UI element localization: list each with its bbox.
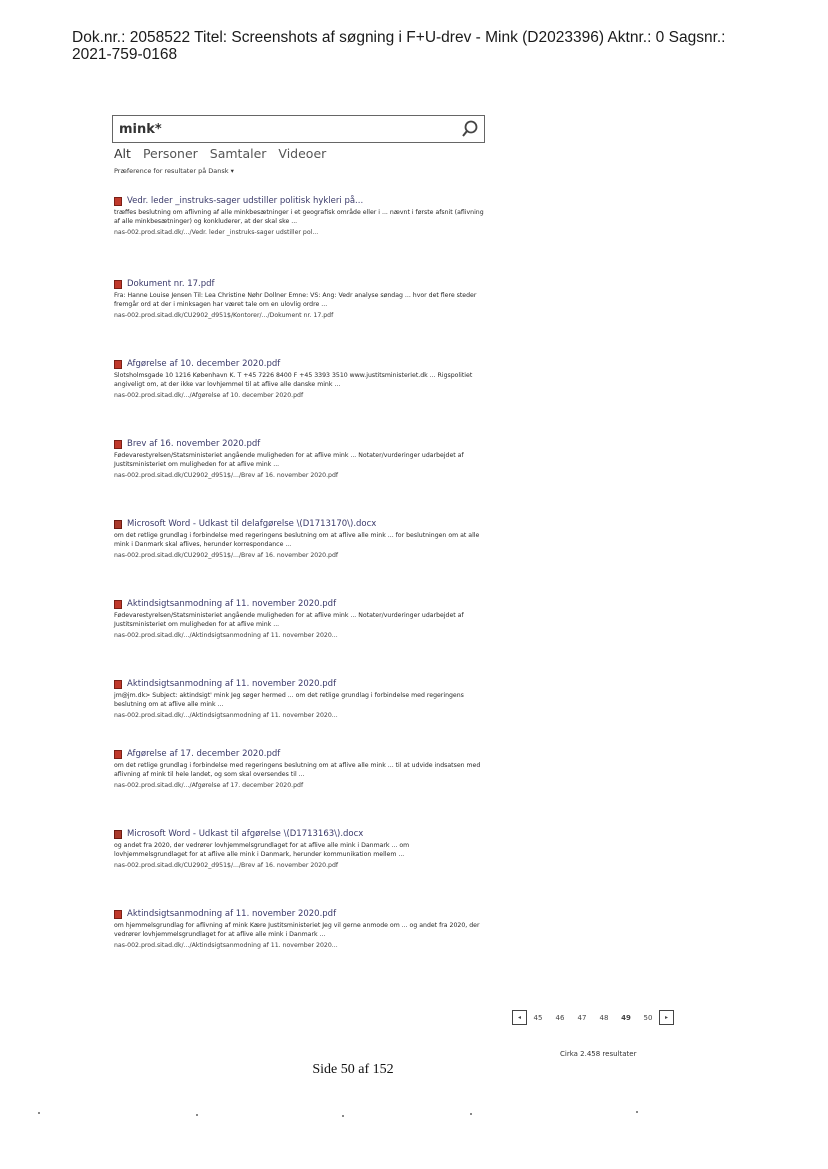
result-title: Microsoft Word - Udkast til delafgørelse \(D1713170\).docx (127, 519, 377, 529)
search-box (112, 115, 485, 143)
word-document-icon (114, 830, 122, 839)
search-result (114, 828, 484, 870)
tab-people[interactable]: Personer (142, 146, 198, 161)
case-number: 2021-759-0168 (72, 46, 178, 63)
page-link[interactable]: 48 (599, 1013, 609, 1022)
result-url: nas-002.prod.sitad.dk/.../Aktindsigtsanmodning af 11. november 2020... (114, 941, 338, 949)
result-title-link[interactable] (114, 908, 484, 920)
result-title-link[interactable] (114, 748, 484, 760)
result-snippet: og andet fra 2020, der vedrører lovhjemmelsgrundlaget for at aflive alle mink i Danmark ... om lovhjemmelsgrundlaget for at aflive alle mink i Danmark, herunder kommunikation mellem ... (114, 842, 410, 858)
search-result (114, 598, 484, 640)
pdf-icon (114, 600, 122, 609)
result-title-link[interactable] (114, 438, 484, 450)
result-snippet: Fødevarestyrelsen/Statsministeriet angående muligheden for at aflive mink ... Notater/vurderinger udarbejdet af Justitsministeriet om muligheden for at aflive mink ... (114, 452, 464, 468)
pagination (512, 1010, 674, 1025)
result-url: nas-002.prod.sitad.dk/CU2902_d951$/.../Brev af 16. november 2020.pdf (114, 861, 339, 869)
result-title: Afgørelse af 17. december 2020.pdf (127, 749, 281, 759)
result-title: Afgørelse af 10. december 2020.pdf (127, 359, 281, 369)
search-result (114, 358, 484, 400)
scan-speck (470, 1113, 472, 1115)
chevron-left-icon: ◂ (517, 1014, 521, 1021)
chevron-right-icon: ▸ (664, 1014, 668, 1021)
result-url: nas-002.prod.sitad.dk/CU2902_d951$/.../Brev af 16. november 2020.pdf (114, 551, 339, 559)
result-count: Cirka 2.458 resultater (560, 1050, 637, 1058)
tab-videos[interactable]: Videoer (278, 146, 327, 161)
result-title: Brev af 16. november 2020.pdf (127, 439, 261, 449)
result-title-link[interactable] (114, 278, 484, 290)
search-result (114, 278, 484, 320)
previous-page-button[interactable] (512, 1010, 527, 1025)
result-url: nas-002.prod.sitad.dk/.../Aktindsigtsanmodning af 11. november 2020... (114, 631, 338, 639)
result-url: nas-002.prod.sitad.dk/CU2902_d951$/.../Brev af 16. november 2020.pdf (114, 471, 339, 479)
result-url: nas-002.prod.sitad.dk/.../Vedr. leder _instruks-sager udstiller pol... (114, 228, 319, 236)
result-snippet: Fra: Hanne Louise Jensen Til: Lea Christine Nøhr Dollner Emne: VS: Ang: Vedr analyse søndag ... hvor det flere steder fremgår ord at der i minksagen har været tale om en ulovlig ordre ... (114, 292, 477, 308)
result-snippet: om det retlige grundlag i forbindelse med regeringens beslutning om at aflive alle mink ... til at udvide indsatsen med aflivning af mink til hele landet, og som skal oversendes til ... (114, 762, 481, 778)
result-title-link[interactable] (114, 518, 484, 530)
tab-all[interactable]: Alt (114, 146, 131, 161)
pdf-icon (114, 910, 122, 919)
page-number: Side 50 af 152 (312, 1062, 394, 1077)
result-title: Microsoft Word - Udkast til afgørelse \(D1713163\).docx (127, 829, 364, 839)
search-result (114, 438, 484, 480)
language-preference-dropdown[interactable]: Præference for resultater på Dansk ▾ (114, 167, 234, 175)
word-document-icon (114, 520, 122, 529)
document-header (72, 29, 792, 63)
page-link[interactable]: 50 (643, 1013, 653, 1022)
result-snippet: træffes beslutning om aflivning af alle minkbesætninger i et geografisk område eller i ... nævnt i første afsnit (aflivning af alle minkbesætninger) og konkluderer, at der skal ske ... (114, 209, 484, 225)
result-url: nas-002.prod.sitad.dk/.../Afgørelse af 10. december 2020.pdf (114, 391, 304, 399)
tab-conversations[interactable]: Samtaler (209, 146, 267, 161)
result-url: nas-002.prod.sitad.dk/.../Afgørelse af 17. december 2020.pdf (114, 781, 304, 789)
result-url: nas-002.prod.sitad.dk/CU2902_d951$/Kontorer/.../Dokument nr. 17.pdf (114, 311, 334, 319)
page-link[interactable]: 45 (533, 1013, 543, 1022)
document-metadata-line: Dok.nr.: 2058522 Titel: Screenshots af søgning i F+U-drev - Mink (D2023396) Aktnr.: 0 Sagsnr.: (72, 29, 726, 46)
search-icon (460, 119, 480, 139)
pdf-icon (114, 750, 122, 759)
result-snippet: om det retlige grundlag i forbindelse med regeringens beslutning om at aflive alle mink ... for beslutningen om at alle mink i Danmark skal aflives, herunder korrespondance ... (114, 532, 480, 548)
scan-speck (636, 1111, 638, 1113)
search-result (114, 195, 484, 237)
page-link[interactable]: 47 (577, 1013, 587, 1022)
next-page-button[interactable] (659, 1010, 674, 1025)
result-title-link[interactable] (114, 828, 484, 840)
result-title: Aktindsigtsanmodning af 11. november 2020.pdf (127, 679, 337, 689)
scan-speck (38, 1112, 40, 1114)
search-result (114, 678, 484, 720)
scan-speck (196, 1114, 198, 1116)
result-snippet: jm@jm.dk> Subject: aktindsigt' mink Jeg søger hermed ... om det retlige grundlag i forbindelse med regeringens beslutning om at aflive alle mink ... (114, 692, 464, 708)
result-snippet: Slotsholmsgade 10 1216 København K. T +45 7226 8400 F +45 3393 3510 www.justitsministeriet.dk ... Rigspolitiet angiveligt om, at der ikke var lovhjemmel til at aflive alle danske mink ... (114, 372, 473, 388)
result-title-link[interactable] (114, 598, 484, 610)
search-result (114, 518, 484, 560)
pdf-icon (114, 680, 122, 689)
pdf-icon (114, 280, 122, 289)
result-title: Dokument nr. 17.pdf (127, 279, 215, 289)
pdf-icon (114, 440, 122, 449)
current-page[interactable]: 49 (621, 1013, 631, 1022)
scan-speck (342, 1115, 344, 1117)
result-title: Aktindsigtsanmodning af 11. november 2020.pdf (127, 909, 337, 919)
result-title: Vedr. leder _instruks-sager udstiller politisk hykleri på... (127, 196, 364, 206)
result-url: nas-002.prod.sitad.dk/.../Aktindsigtsanmodning af 11. november 2020... (114, 711, 338, 719)
search-tabs (114, 146, 326, 161)
result-snippet: Fødevarestyrelsen/Statsministeriet angående muligheden for at aflive mink ... Notater/vurderinger udarbejdet af Justitsministeriet om muligheden for at aflive mink ... (114, 612, 464, 628)
search-button[interactable] (460, 119, 480, 139)
result-title-link[interactable] (114, 358, 484, 370)
search-result (114, 908, 484, 950)
result-title: Aktindsigtsanmodning af 11. november 2020.pdf (127, 599, 337, 609)
result-snippet: om hjemmelsgrundlag for aflivning af mink Kære Justitsministeriet Jeg vil gerne anmode om ... og andet fra 2020, der vedrører lovhjemmelsgrundlaget for at aflive alle mink i Danmark ... (114, 922, 480, 938)
search-result (114, 748, 484, 790)
result-title-link[interactable] (114, 195, 484, 207)
pdf-icon (114, 360, 122, 369)
pdf-icon (114, 197, 122, 206)
search-input[interactable] (119, 120, 449, 138)
result-title-link[interactable] (114, 678, 484, 690)
page-link[interactable]: 46 (555, 1013, 565, 1022)
